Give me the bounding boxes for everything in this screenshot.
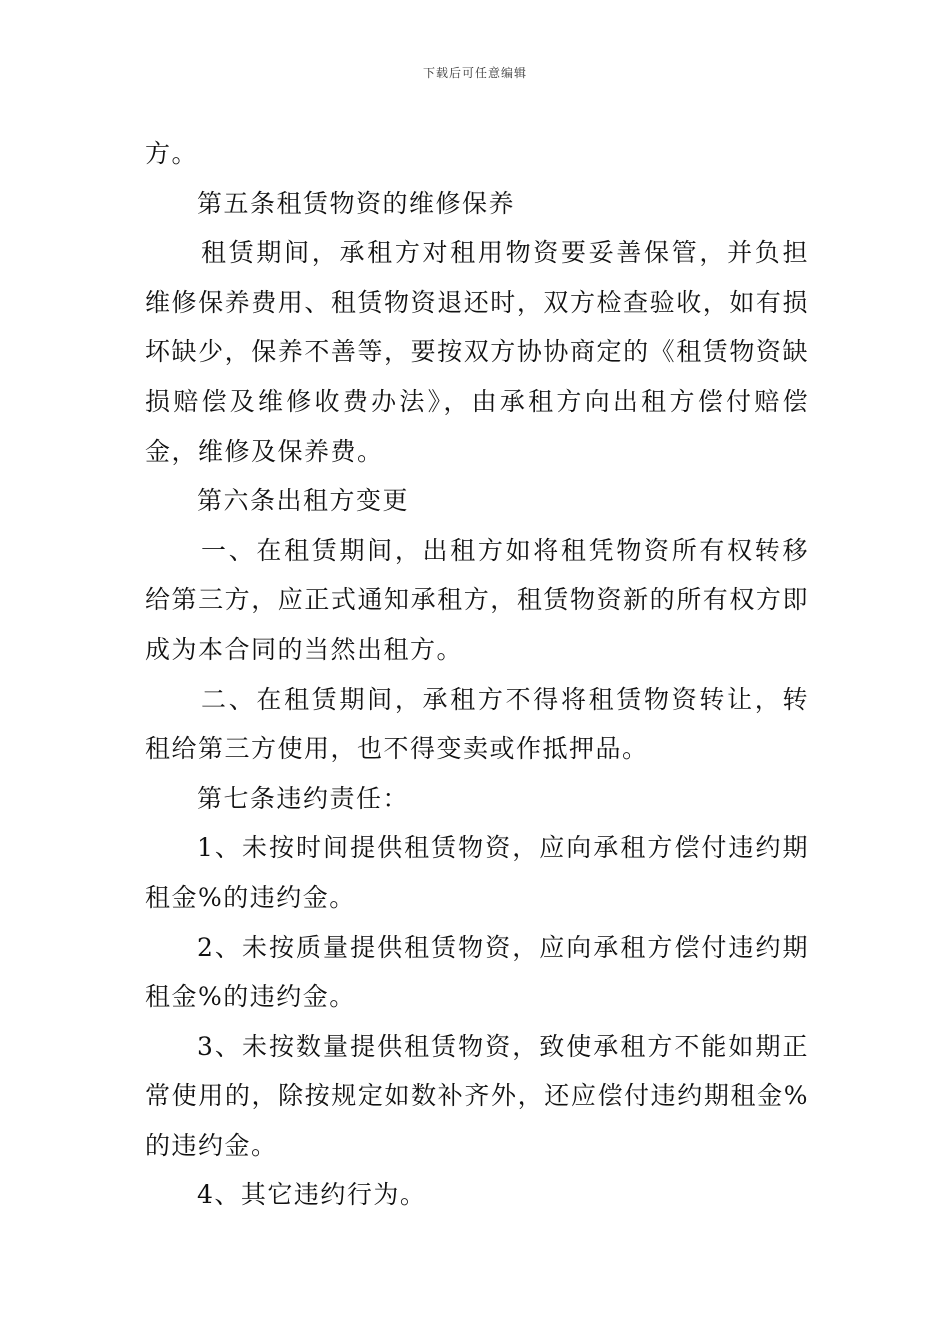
article-7-item-1: 1、未按时间提供租赁物资，应向承租方偿付违约期租金%的违约金。 bbox=[145, 833, 809, 912]
paragraph-continuation: 方。 bbox=[145, 139, 199, 168]
article-5-heading: 第五条租赁物资的维修保养 bbox=[197, 188, 516, 218]
article-7-item-3: 3、未按数量提供租赁物资，致使承租方不能如期正常使用的，除按规定如数补齐外，还应偿付违约期租金%的违约金。 bbox=[145, 1031, 809, 1160]
article-6-item-2: 二、在租赁期间，承租方不得将租赁物资转让，转租给第三方使用，也不得变卖或作抵押品。 bbox=[145, 684, 809, 764]
article-7-heading: 第七条违约责任： bbox=[197, 783, 410, 813]
article-7-item-2: 2、未按质量提供租赁物资，应向承租方偿付违约期租金%的违约金。 bbox=[145, 932, 809, 1012]
article-6-heading: 第六条出租方变更 bbox=[197, 486, 410, 516]
article-7-item-4: 4、其它违约行为。 bbox=[197, 1180, 427, 1210]
document-body bbox=[145, 129, 809, 1220]
header-note: 下载后可任意编辑 bbox=[422, 66, 527, 80]
article-6-item-1: 一、在租赁期间，出租方如将租凭物资所有权转移给第三方，应正式通知承租方，租赁物资新的所有权方即成为本合同的当然出租方。 bbox=[145, 535, 809, 664]
article-5-body: 租赁期间，承租方对租用物资要妥善保管，并负担维修保养费用、租赁物资退还时，双方检查验收，如有损坏缺少，保养不善等，要按双方协协商定的《租赁物资缺损赔偿及维修收费办法》，由承租方向出租方偿付赔偿金，维修及保养费。 bbox=[145, 238, 809, 466]
